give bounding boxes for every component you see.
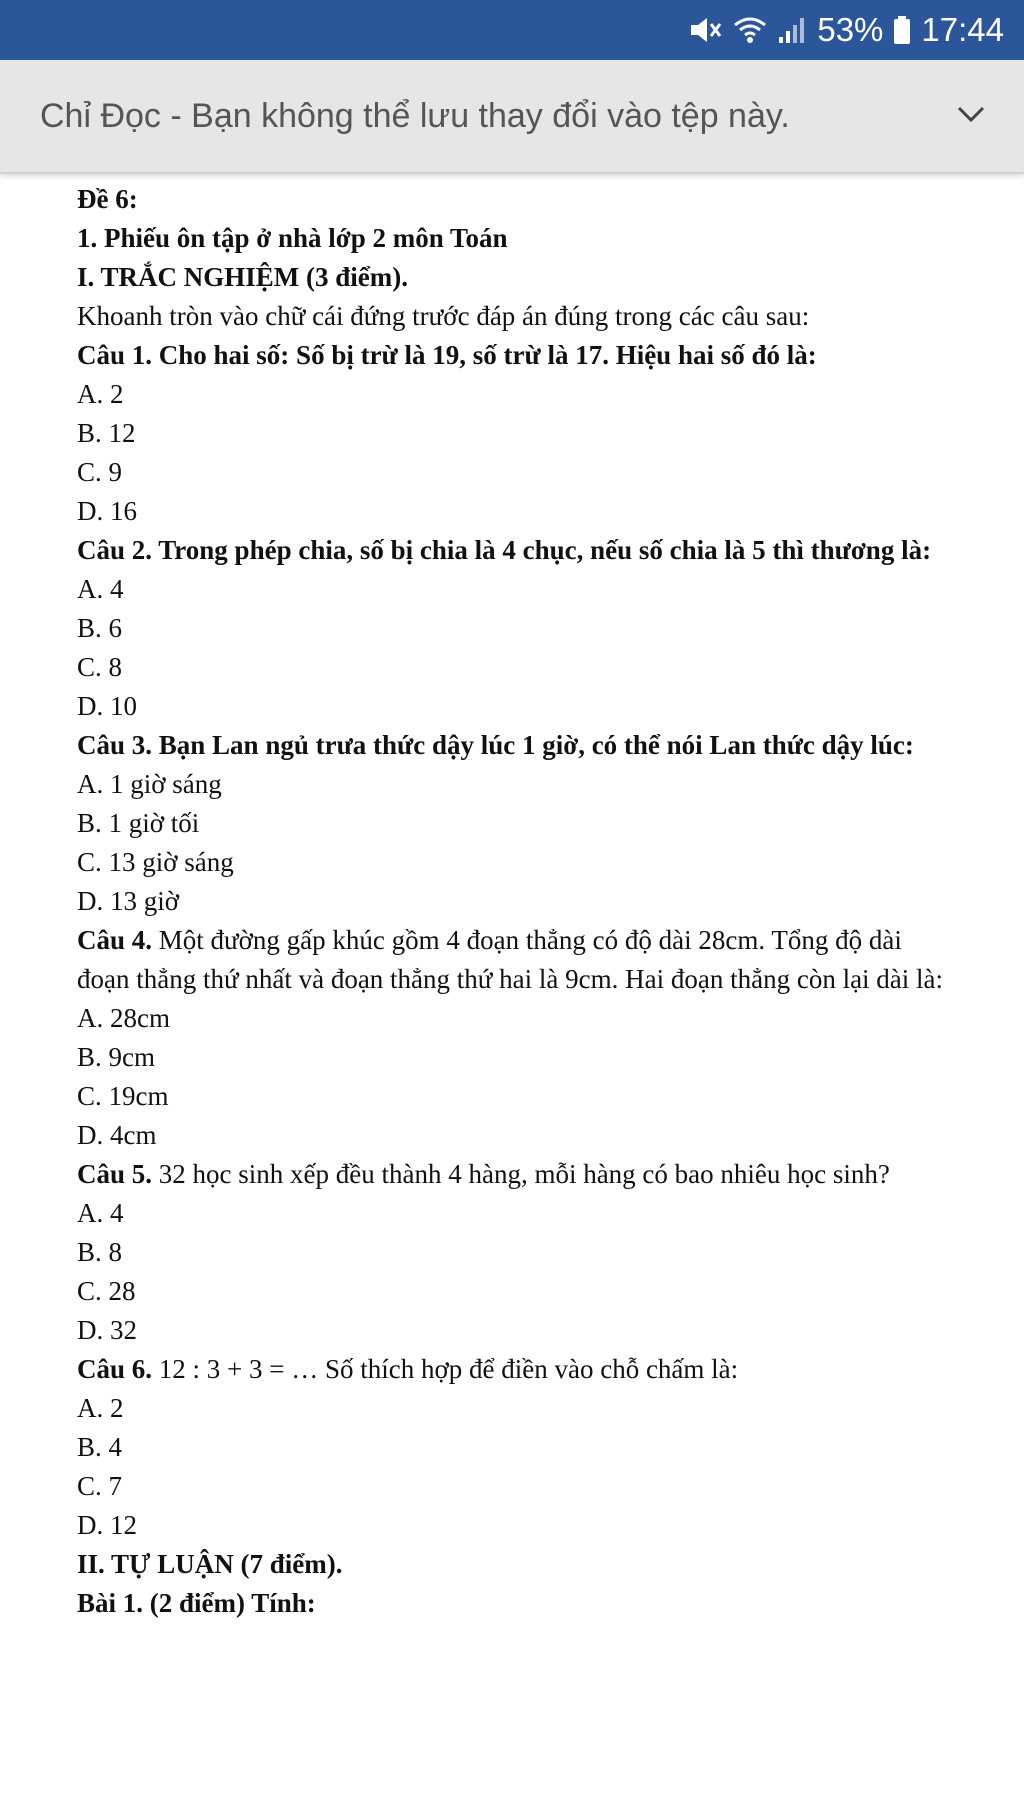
signal-icon	[777, 15, 807, 45]
section-essay: II. TỰ LUẬN (7 điểm).	[77, 1549, 343, 1579]
exercise-1: Bài 1. (2 điểm) Tính:	[77, 1588, 316, 1618]
option: D. 12	[77, 1510, 137, 1540]
document-body	[77, 180, 957, 1623]
option: A. 2	[77, 1393, 124, 1423]
option: C. 7	[77, 1471, 123, 1501]
option: B. 6	[77, 613, 123, 643]
question-4: Câu 4. Một đường gấp khúc gồm 4 đoạn thẳng có độ dài 28cm. Tổng độ dài đoạn thẳng thứ nhất và đoạn thẳng thứ hai là 9cm. Hai đoạn thẳng còn lại dài là:	[77, 925, 944, 994]
battery-icon	[893, 15, 911, 45]
option: C. 19cm	[77, 1081, 169, 1111]
mute-icon	[689, 15, 723, 45]
section-multiple-choice: I. TRẮC NGHIỆM (3 điểm).	[77, 262, 409, 292]
option: D. 13 giờ	[77, 886, 180, 916]
readonly-message: Chỉ Đọc - Bạn không thể lưu thay đổi vào tệp này.	[40, 96, 790, 135]
option: D. 10	[77, 691, 137, 721]
option: A. 4	[77, 574, 124, 604]
question-3: Câu 3. Bạn Lan ngủ trưa thức dậy lúc 1 giờ, có thể nói Lan thức dậy lúc:	[77, 730, 914, 760]
option: A. 4	[77, 1198, 124, 1228]
question-2: Câu 2. Trong phép chia, số bị chia là 4 chục, nếu số chia là 5 thì thương là:	[77, 535, 932, 565]
option: C. 28	[77, 1276, 136, 1306]
question-6: Câu 6. 12 : 3 + 3 = … Số thích hợp để điền vào chỗ chấm là:	[77, 1354, 739, 1384]
option: C. 8	[77, 652, 123, 682]
option: A. 2	[77, 379, 124, 409]
option: B. 8	[77, 1237, 123, 1267]
option: C. 9	[77, 457, 123, 487]
clock-time: 17:44	[921, 11, 1004, 48]
question-1: Câu 1. Cho hai số: Số bị trừ là 19, số trừ là 17. Hiệu hai số đó là:	[77, 340, 817, 370]
option: D. 32	[77, 1315, 137, 1345]
option: B. 4	[77, 1432, 123, 1462]
option: D. 16	[77, 496, 137, 526]
wifi-icon	[733, 15, 767, 45]
option: B. 12	[77, 418, 136, 448]
option: B. 9cm	[77, 1042, 155, 1072]
status-bar	[0, 0, 1024, 60]
option: A. 28cm	[77, 1003, 170, 1033]
chevron-down-icon[interactable]	[956, 104, 986, 129]
option: D. 4cm	[77, 1120, 157, 1150]
instruction-text: Khoanh tròn vào chữ cái đứng trước đáp án đúng trong các câu sau:	[77, 301, 810, 331]
readonly-banner[interactable]	[0, 60, 1024, 174]
option: B. 1 giờ tối	[77, 808, 200, 838]
doc-subtitle: 1. Phiếu ôn tập ở nhà lớp 2 môn Toán	[77, 223, 508, 253]
doc-heading: Đề 6:	[77, 184, 138, 214]
option: A. 1 giờ sáng	[77, 769, 222, 799]
battery-percent: 53%	[817, 11, 884, 48]
option: C. 13 giờ sáng	[77, 847, 234, 877]
question-5: Câu 5. 32 học sinh xếp đều thành 4 hàng, mỗi hàng có bao nhiêu học sinh?	[77, 1159, 890, 1189]
